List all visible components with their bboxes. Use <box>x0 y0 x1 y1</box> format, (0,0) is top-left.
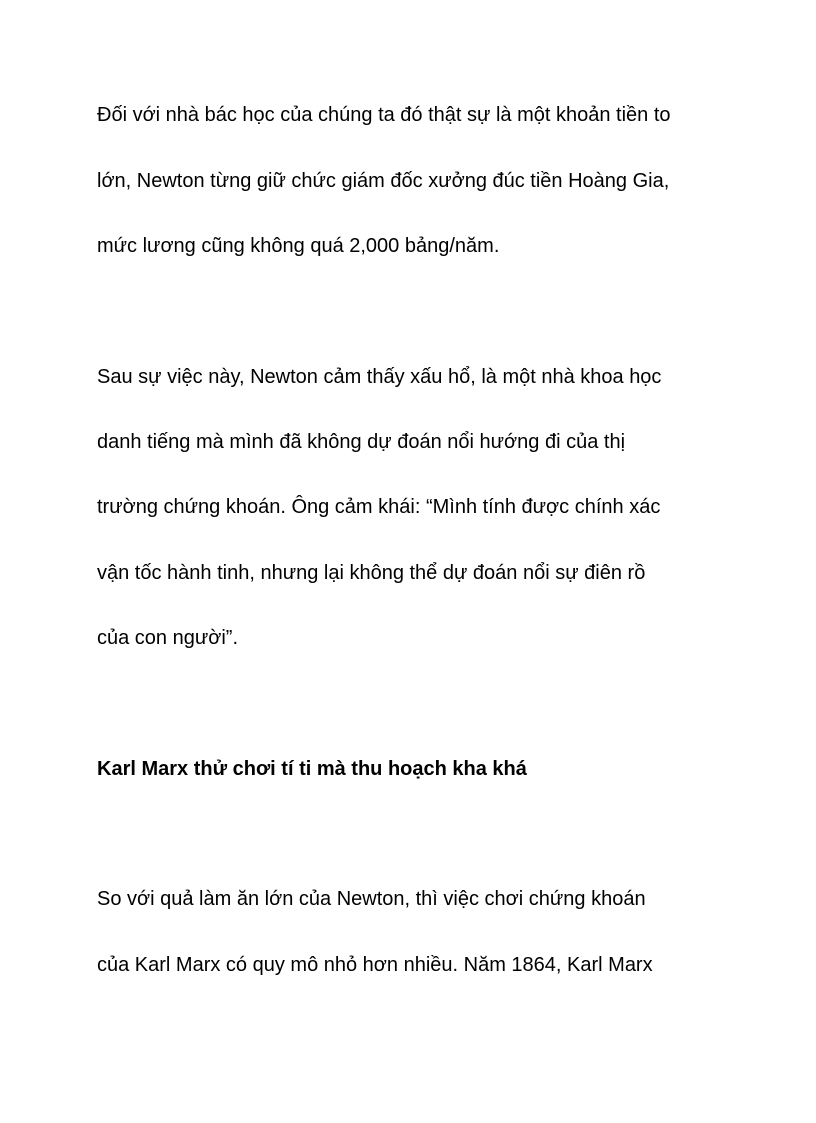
text-line: của Karl Marx có quy mô nhỏ hơn nhiều. Năm 1864, Karl Marx <box>97 954 653 976</box>
text-line: trường chứng khoán. Ông cảm khái: “Mình tính được chính xác <box>97 496 661 518</box>
text-line: mức lương cũng không quá 2,000 bảng/năm. <box>97 235 500 257</box>
text-line: của con người”. <box>97 627 239 649</box>
text-line: danh tiếng mà mình đã không dự đoán nổi hướng đi của thị <box>97 431 626 453</box>
text-line: Sau sự việc này, Newton cảm thấy xấu hổ, là một nhà khoa học <box>97 366 662 388</box>
text-line: Đối với nhà bác học của chúng ta đó thật sự là một khoản tiền to <box>97 104 671 126</box>
text-line: lớn, Newton từng giữ chức giám đốc xưởng đúc tiền Hoàng Gia, <box>97 170 670 192</box>
section-heading: Karl Marx thử chơi tí ti mà thu hoạch kha khá <box>97 758 527 780</box>
text-line: So với quả làm ăn lớn của Newton, thì việc chơi chứng khoán <box>97 888 646 910</box>
text-line: vận tốc hành tinh, nhưng lại không thể dự đoán nổi sự điên rồ <box>97 562 646 584</box>
